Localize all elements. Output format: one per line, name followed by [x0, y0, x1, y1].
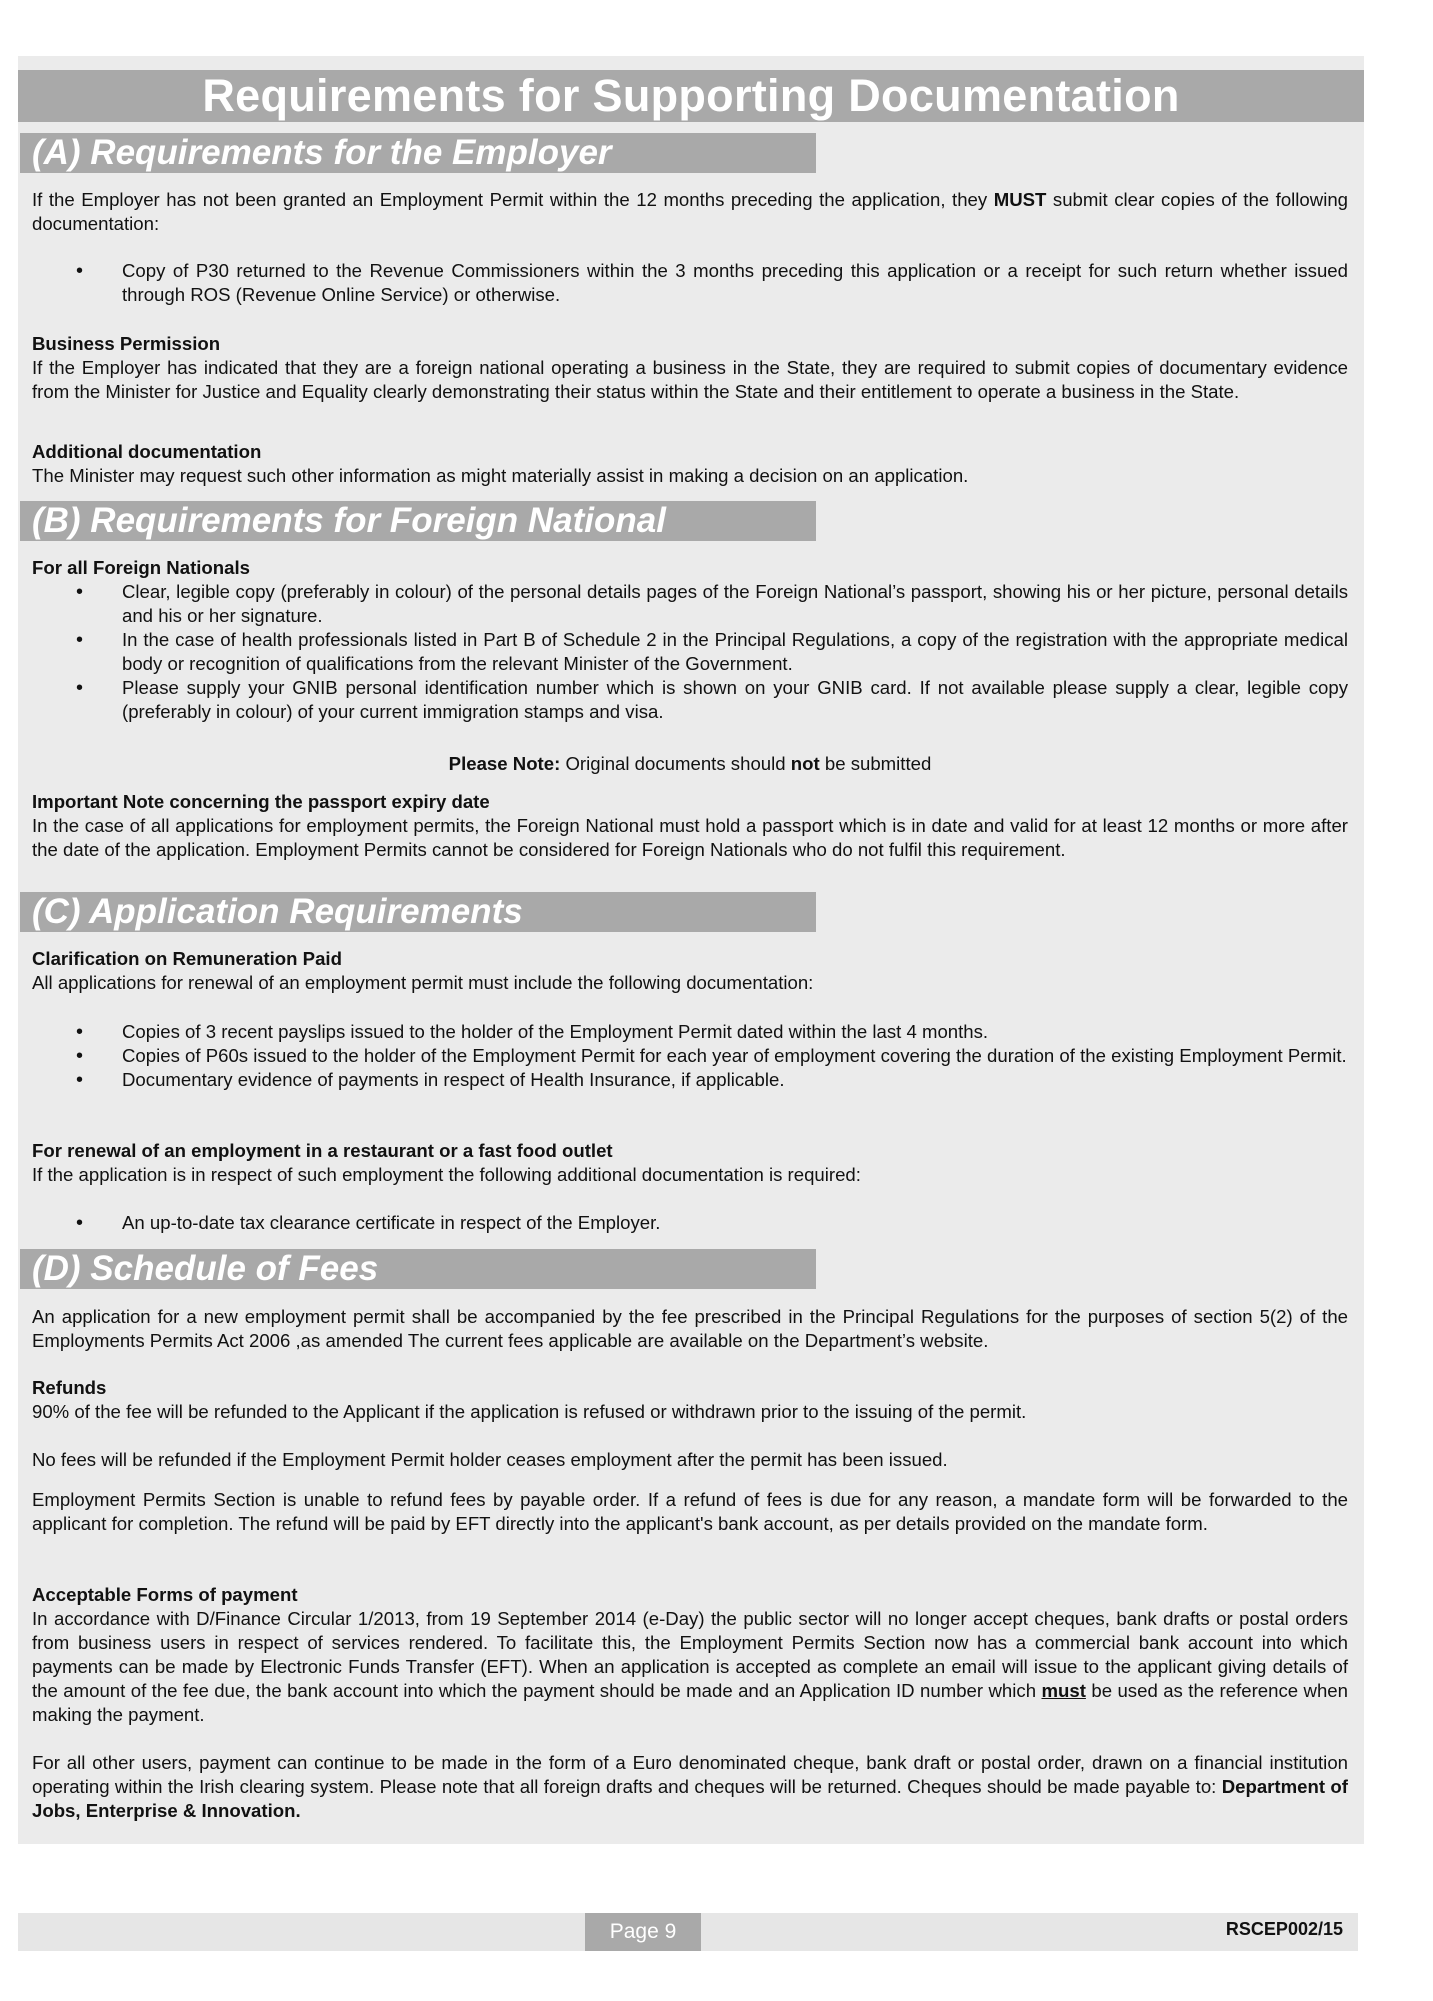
additional-documentation-text: The Minister may request such other information as might materially assist in making a decision on an application. — [32, 465, 969, 486]
refunds-heading: Refunds — [32, 1377, 107, 1398]
list-item: • An up-to-date tax clearance certificate in respect of the Employer. — [32, 1211, 1348, 1235]
must-underline: must — [1041, 1680, 1086, 1701]
fees-intro — [32, 1305, 1348, 1353]
please-note-label: Please Note: — [448, 753, 561, 774]
section-a-header — [20, 133, 816, 173]
passport-expiry-note — [32, 790, 1348, 862]
section-b-header — [20, 501, 816, 541]
title-bar — [18, 70, 1364, 122]
payable-order — [32, 1488, 1348, 1536]
remuneration-heading: Clarification on Remuneration Paid — [32, 948, 342, 969]
other-users-payment — [32, 1751, 1348, 1823]
list-item: • Documentary evidence of payments in respect of Health Insurance, if applicable. — [32, 1068, 1348, 1092]
list-item: • In the case of health professionals listed in Part B of Schedule 2 in the Principal Regulations, a copy of the registration with the appropriate medical body or recognition of qualifications from the relevant Minister of the Government. — [32, 628, 1348, 676]
foreign-nationals-subheading-wrap — [32, 556, 1348, 580]
passport-expiry-heading: Important Note concerning the passport expiry date — [32, 791, 490, 812]
list-item: • Clear, legible copy (preferably in colour) of the personal details pages of the Foreign National’s passport, showing his or her picture, personal details and his or her signature. — [32, 580, 1348, 628]
section-a-intro: If the Employer has not been granted an Employment Permit within the 12 months preceding the application, they MUST submit clear copies of the following documentation: — [32, 189, 1349, 234]
section-c-heading: (C) Application Requirements — [32, 892, 523, 931]
section-d-heading: (D) Schedule of Fees — [32, 1249, 379, 1288]
page-number-box: Page 9 — [585, 1913, 701, 1951]
page-title: Requirements for Supporting Documentation — [202, 70, 1180, 121]
document-code: RSCEP002/15 — [1225, 1919, 1343, 1939]
list-item: • Copies of P60s issued to the holder of the Employment Permit for each year of employment covering the duration of the existing Employment Permit. — [32, 1044, 1348, 1068]
restaurant-renewal-text: If the application is in respect of such employment the following additional documentation is required: — [32, 1164, 861, 1185]
document-panel — [18, 56, 1364, 1844]
additional-documentation — [32, 440, 1348, 488]
acceptable-payment-heading: Acceptable Forms of payment — [32, 1584, 298, 1605]
other-users-text: For all other users, payment can continue to be made in the form of a Euro denominated cheque, bank draft or postal order, drawn on a financial institution operating within the Irish clearing system. Please note that all foreign drafts and cheques will be returned. Cheques should be made payable to: Department of Jobs, Enterprise & Innovation. — [32, 1752, 1348, 1821]
business-permission-text: If the Employer has indicated that they are a foreign national operating a business in the State, they are required to submit copies of documentary evidence from the Minister for Justice and Equality clearly demonstrating their status within the State and their entitlement to operate a business in the State. — [32, 357, 1348, 402]
restaurant-renewal-heading: For renewal of an employment in a restaurant or a fast food outlet — [32, 1140, 613, 1161]
refunds-text: 90% of the fee will be refunded to the Applicant if the application is refused or withdrawn prior to the issuing of the permit. — [32, 1401, 1027, 1422]
acceptable-payment-text: In accordance with D/Finance Circular 1/2013, from 19 September 2014 (e-Day) the public sector will no longer accept cheques, bank drafts or postal orders from business users in respect of services rendered. To facilitate this, the Employment Permits Section now has a commercial bank account into which payments can be made by Electronic Funds Transfer (EFT). When an application is accepted as complete an email will issue to the applicant giving details of the amount of the fee due, the bank account into which the payment should be made and an Application ID number which must be used as the reference when making the payment. — [32, 1608, 1348, 1725]
section-c-header — [20, 892, 816, 932]
remuneration-text: All applications for renewal of an employment permit must include the following documentation: — [32, 972, 814, 993]
additional-documentation-heading: Additional documentation — [32, 441, 262, 462]
section-b-bullets — [32, 580, 1348, 724]
list-item: • Please supply your GNIB personal identification number which is shown on your GNIB card. If not available please supply a clear, legible copy (preferably in colour) of your current immigration stamps and visa. — [32, 676, 1348, 724]
fees-intro-text: An application for a new employment permit shall be accompanied by the fee prescribed in the Principal Regulations for the purposes of section 5(2) of the Employments Permits Act 2006 ,as amended The current fees applicable are available on the Department’s website. — [32, 1306, 1348, 1351]
section-a-heading: (A) Requirements for the Employer — [32, 133, 612, 172]
restaurant-renewal — [32, 1139, 1348, 1187]
acceptable-payment — [32, 1583, 1348, 1727]
list-item: • Copies of 3 recent payslips issued to the holder of the Employment Permit dated within the last 4 months. — [32, 1020, 1348, 1044]
no-refund-text: No fees will be refunded if the Employment Permit holder ceases employment after the permit has been issued. — [32, 1449, 948, 1470]
please-note: Please Note: Original documents should not be submitted — [448, 753, 932, 774]
payable-order-text: Employment Permits Section is unable to refund fees by payable order. If a refund of fees is due for any reason, a mandate form will be forwarded to the applicant for completion. The refund will be paid by EFT directly into the applicant's bank account, as per details provided on the mandate form. — [32, 1489, 1348, 1534]
section-c-bullets — [32, 1020, 1348, 1092]
list-item: • Copy of P30 returned to the Revenue Commissioners within the 3 months preceding this application or a receipt for such return whether issued through ROS (Revenue Online Service) or otherwise. — [32, 259, 1348, 307]
payee-name: Department of Jobs, Enterprise & Innovation. — [32, 1776, 1348, 1821]
restaurant-bullets — [32, 1211, 1348, 1235]
refunds — [32, 1376, 1348, 1424]
business-permission — [32, 332, 1348, 404]
page-number: 9 — [664, 1920, 677, 1943]
foreign-nationals-subheading: For all Foreign Nationals — [32, 557, 250, 578]
passport-expiry-text: In the case of all applications for employment permits, the Foreign National must hold a passport which is in date and valid for at least 12 months or more after the date of the application. Employment Permits cannot be considered for Foreign Nationals who do not fulfil this requirement. — [32, 815, 1348, 860]
section-d-header — [20, 1249, 816, 1289]
business-permission-heading: Business Permission — [32, 333, 221, 354]
section-a-bullets — [32, 259, 1348, 307]
remuneration — [32, 947, 1348, 995]
no-refund — [32, 1448, 1348, 1472]
section-b-heading: (B) Requirements for Foreign National — [32, 501, 666, 540]
